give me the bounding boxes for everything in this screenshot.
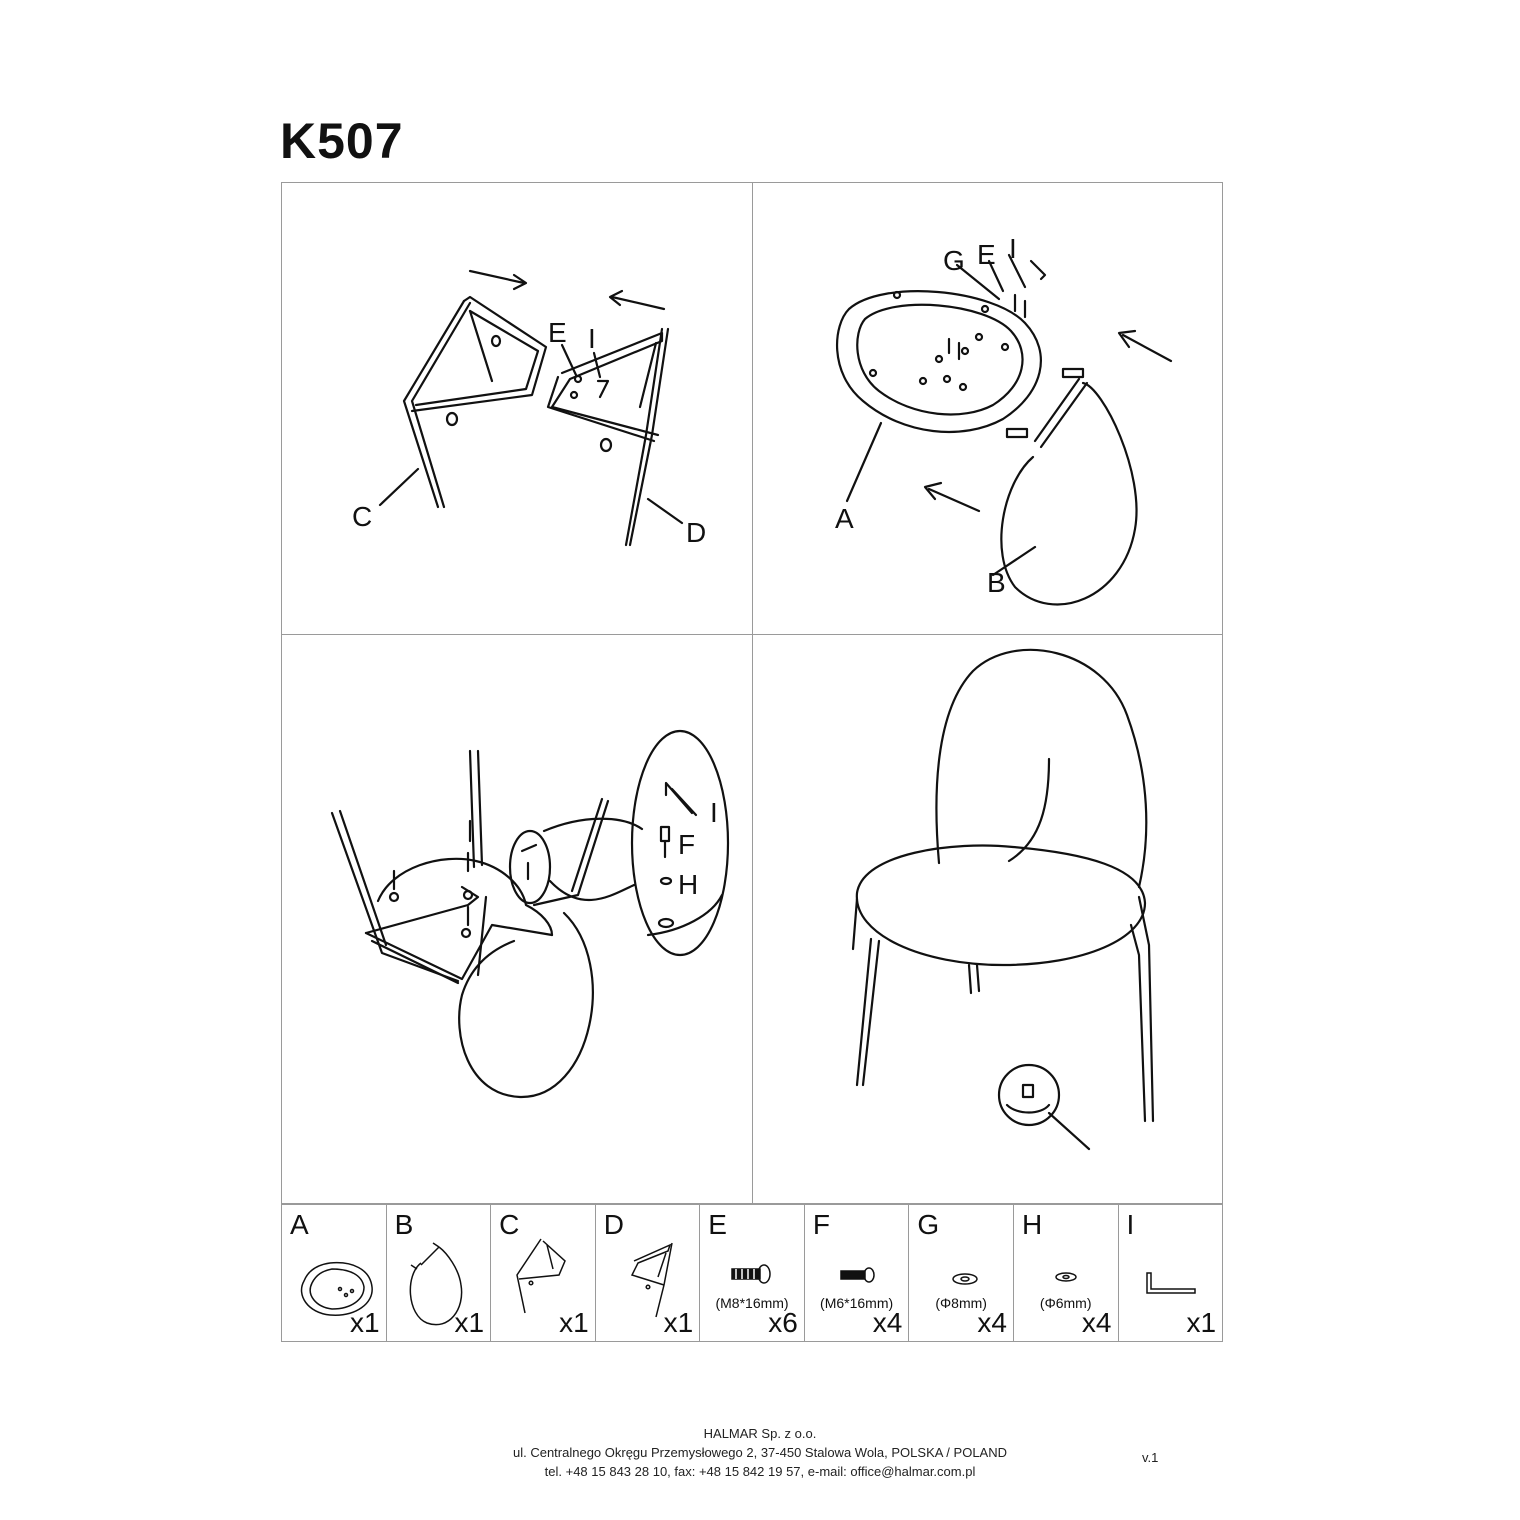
seat-a-drawing	[837, 291, 1041, 432]
label-b: B	[987, 567, 1006, 598]
part-c-cell	[491, 1205, 596, 1341]
part-g-cell	[909, 1205, 1014, 1341]
part-e-cell	[700, 1205, 805, 1341]
step-1-drawing	[282, 183, 752, 634]
part-letter: I	[1126, 1209, 1135, 1240]
part-quantity: x6	[768, 1307, 798, 1338]
assembly-steps-grid	[281, 182, 1223, 1204]
part-d-cell	[596, 1205, 701, 1341]
chair-upside-down-drawing	[332, 751, 608, 1097]
company-contact: tel. +48 15 843 28 10, fax: +48 15 842 19 57, e-mail: office@halmar.com.pl	[544, 1464, 976, 1479]
step-4-panel	[753, 635, 1223, 1204]
label-d: D	[686, 517, 707, 548]
part-letter: E	[708, 1209, 727, 1240]
part-letter: F	[812, 1209, 830, 1240]
step-3-panel	[282, 635, 752, 1204]
label-e: E	[548, 317, 567, 348]
label-i: I	[588, 323, 596, 354]
part-b-cell	[387, 1205, 492, 1341]
arrow-left-icon	[610, 291, 664, 309]
part-spec: (M6*16mm)	[820, 1295, 894, 1311]
part-spec: (Φ8mm)	[935, 1295, 987, 1311]
part-letter: A	[290, 1209, 309, 1240]
step-4-drawing	[753, 635, 1223, 1204]
foot-detail-callout	[999, 1065, 1089, 1149]
leg-frame-c-drawing	[404, 297, 546, 507]
part-quantity: x1	[454, 1307, 485, 1338]
part-letter: B	[394, 1209, 414, 1240]
part-letter: H	[1021, 1209, 1043, 1240]
step-1-panel	[282, 183, 752, 634]
label-e: E	[977, 239, 996, 270]
label-c: C	[352, 501, 373, 532]
label-i: I	[710, 797, 718, 828]
company-footer	[400, 1424, 1120, 1481]
company-address: ul. Centralnego Okręgu Przemysłowego 2, 37-450 Stalowa Wola, POLSKA / POLAND	[512, 1445, 1007, 1460]
part-letter: C	[499, 1209, 520, 1240]
part-quantity: x1	[1186, 1307, 1217, 1338]
part-a-cell	[282, 1205, 387, 1341]
part-quantity: x4	[977, 1307, 1007, 1338]
label-f: F	[678, 829, 696, 860]
part-quantity: x4	[872, 1307, 903, 1338]
company-name: HALMAR Sp. z o.o.	[703, 1426, 817, 1441]
part-letter: G	[917, 1209, 940, 1240]
part-quantity: x1	[349, 1307, 380, 1338]
label-a: A	[835, 503, 854, 534]
parts-list	[281, 1204, 1223, 1342]
step-2-panel	[753, 183, 1223, 634]
part-quantity: x1	[663, 1307, 694, 1338]
part-quantity: x1	[559, 1307, 589, 1338]
label-i: I	[1009, 233, 1017, 264]
part-spec: (Φ6mm)	[1039, 1295, 1092, 1311]
version-label: v.1	[1142, 1450, 1159, 1465]
part-h-cell	[1014, 1205, 1119, 1341]
leg-frame-d-drawing	[548, 329, 668, 545]
arrow-icon	[925, 483, 979, 511]
part-quantity: x4	[1081, 1307, 1112, 1338]
arrow-icon	[1119, 331, 1171, 361]
label-g: G	[943, 245, 965, 276]
assembled-chair-drawing	[853, 650, 1153, 1121]
step-3-drawing	[282, 635, 752, 1204]
label-h: H	[678, 869, 699, 900]
part-i-cell	[1119, 1205, 1223, 1341]
part-spec: (M8*16mm)	[715, 1295, 789, 1311]
arrow-right-icon	[470, 271, 526, 289]
product-title: K507	[280, 113, 404, 169]
part-f-cell	[805, 1205, 910, 1341]
part-letter: D	[603, 1209, 624, 1240]
